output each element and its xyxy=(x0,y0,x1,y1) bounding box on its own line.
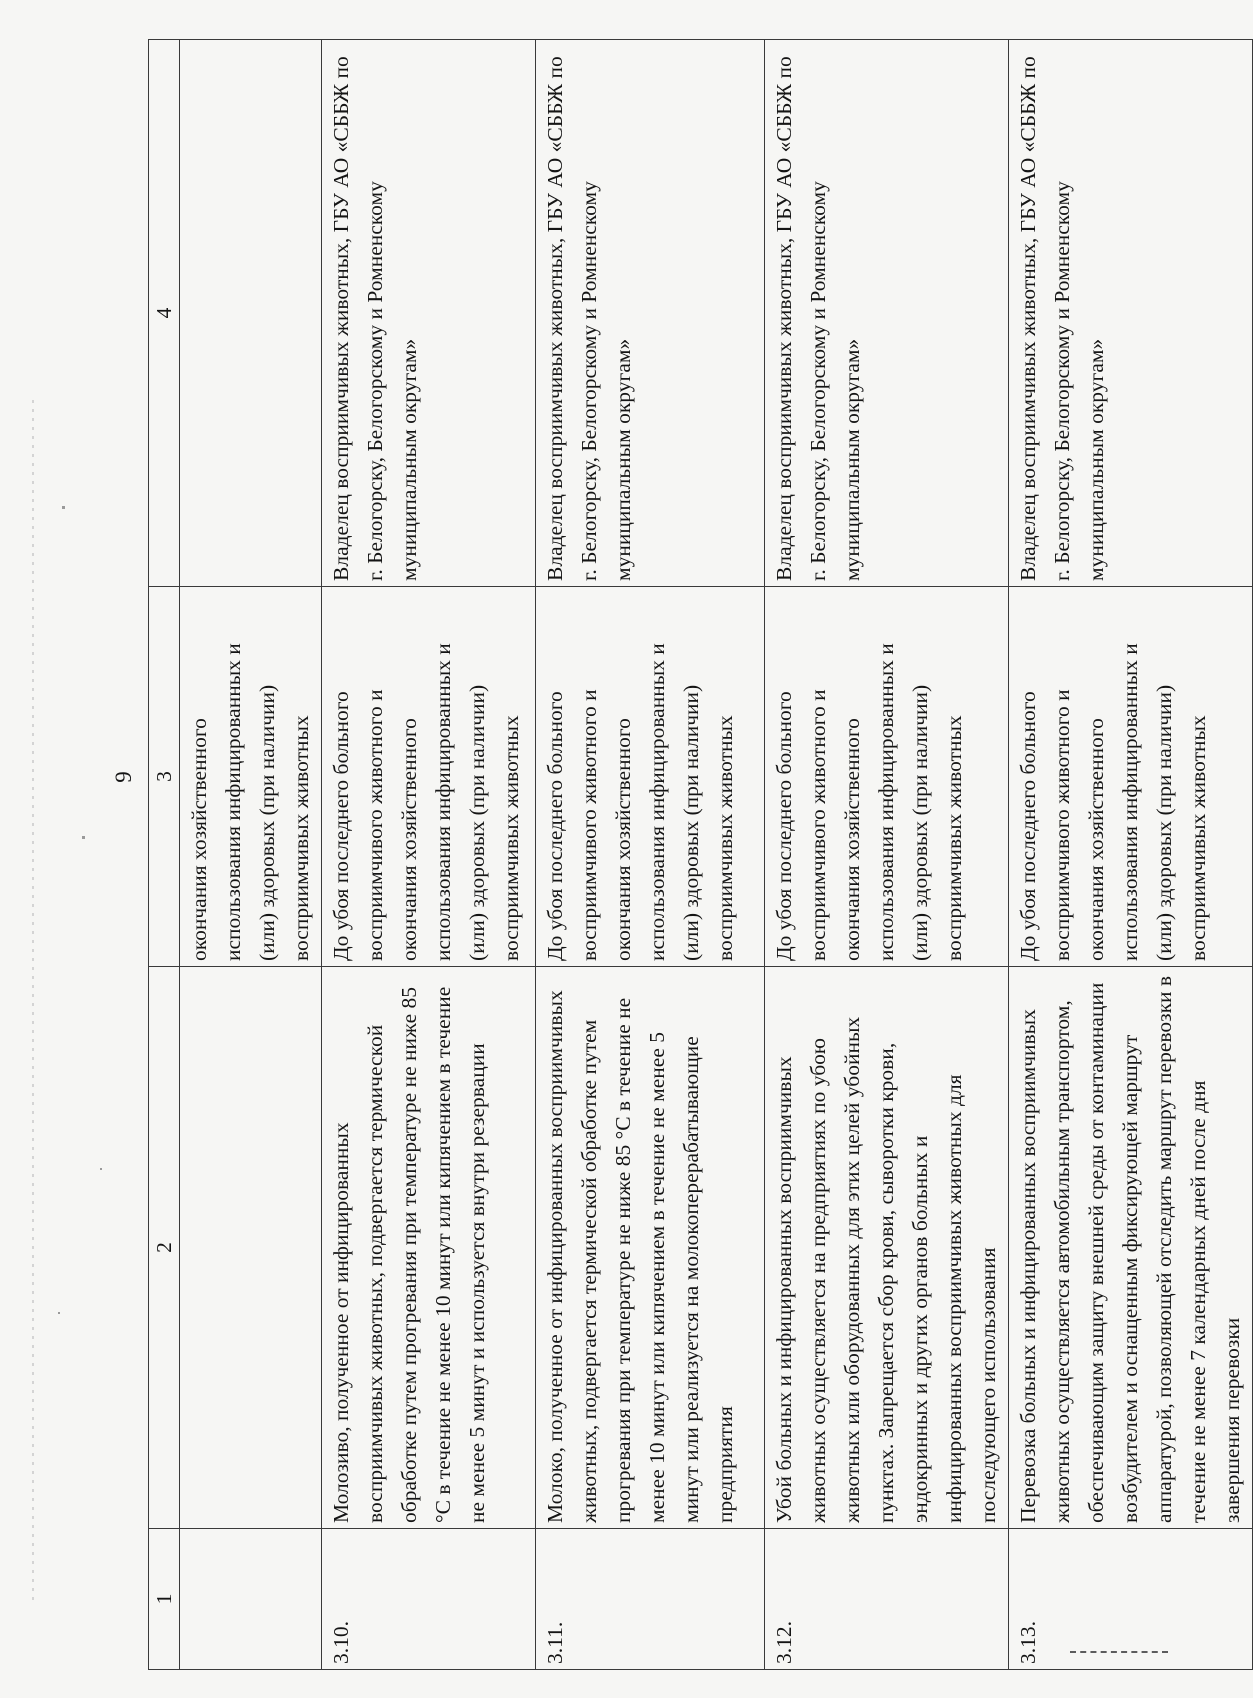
row-number: 3.11. xyxy=(536,1529,765,1670)
term-cell: До убоя последнего больного восприимчивого животного и окончания хозяйственного использования инфицированных и (или) здоровых (при наличии) восприимчивых животных xyxy=(536,587,765,967)
table-cell xyxy=(180,1529,322,1670)
measure-cell: Молозиво, полученное от инфицированных восприимчивых животных, подвергается термической обработке путем прогревания при температуре не ниже 85 °С в течение не менее 10 минут или кипячением в течение не менее 5 минут и используется внутри резервации xyxy=(322,967,536,1529)
responsible-cell: Владелец восприимчивых животных, ГБУ АО «СББЖ по г. Белогорску, Белогорскому и Ромненскому муниципальным округам» xyxy=(765,40,1009,587)
measures-table xyxy=(148,39,1253,1670)
rotated-table-wrapper xyxy=(148,40,1244,1670)
table-row xyxy=(536,40,765,1670)
measure-cell: Перевозка больных и инфицированных восприимчивых животных осуществляется автомобильным транспортом, обеспечивающим защиту внешней среды от контаминации возбудителем и оснащенным фиксирующей маршрут аппаратурой, позволяющей отследить маршрут перевозки в течение не менее 7 календарных дней после дня завершения перевозки xyxy=(1009,967,1253,1529)
responsible-cell: Владелец восприимчивых животных, ГБУ АО «СББЖ по г. Белогорску, Белогорскому и Ромненскому муниципальным округам» xyxy=(322,40,536,587)
term-cell: До убоя последнего больного восприимчивого животного и окончания хозяйственного использования инфицированных и (или) здоровых (при наличии) восприимчивых животных xyxy=(1009,587,1253,967)
table-row xyxy=(322,40,536,1670)
row-number: 3.12. xyxy=(765,1529,1009,1670)
column-header: 4 xyxy=(149,40,180,587)
column-header: 3 xyxy=(149,587,180,967)
table-row-continuation xyxy=(180,40,322,1670)
responsible-cell: Владелец восприимчивых животных, ГБУ АО «СББЖ по г. Белогорску, Белогорскому и Ромненскому муниципальным округам» xyxy=(536,40,765,587)
row-number: 3.13. xyxy=(1009,1529,1253,1670)
table-header-row xyxy=(149,40,180,1670)
table-row xyxy=(1009,40,1253,1670)
scan-speck xyxy=(58,1312,60,1314)
scan-speck xyxy=(62,506,65,509)
page-number: 9 xyxy=(110,771,136,783)
table-cell: окончания хозяйственного использования инфицированных и (или) здоровых (при наличии) восприимчивых животных xyxy=(180,587,322,967)
scan-speck xyxy=(82,836,85,839)
table-row xyxy=(765,40,1009,1670)
column-header: 2 xyxy=(149,967,180,1529)
column-header: 1 xyxy=(149,1529,180,1670)
measure-cell: Молоко, полученное от инфицированных восприимчивых животных, подвергается термической обработке путем прогревания при температуре не ниже 85 °С в течение не менее 10 минут или кипячением в течение не менее 5 минут или реализуется на молокоперерабатывающие предприятия xyxy=(536,967,765,1529)
scan-edge-dots xyxy=(32,400,34,1600)
responsible-cell: Владелец восприимчивых животных, ГБУ АО «СББЖ по г. Белогорску, Белогорскому и Ромненскому муниципальным округам» xyxy=(1009,40,1253,587)
term-cell: До убоя последнего больного восприимчивого животного и окончания хозяйственного использования инфицированных и (или) здоровых (при наличии) восприимчивых животных xyxy=(765,587,1009,967)
term-cell: До убоя последнего больного восприимчивого животного и окончания хозяйственного использования инфицированных и (или) здоровых (при наличии) восприимчивых животных xyxy=(322,587,536,967)
row-number: 3.10. xyxy=(322,1529,536,1670)
table-cell xyxy=(180,40,322,587)
measure-cell: Убой больных и инфицированных восприимчивых животных осуществляется на предприятиях по убою животных или оборудованных для этих целей убойных пунктах. Запрещается сбор крови, сыворотки крови, эндокринных и других органов больных и инфицированных восприимчивых животных для последующего использования xyxy=(765,967,1009,1529)
scan-speck xyxy=(100,1168,102,1170)
table-cell xyxy=(180,967,322,1529)
